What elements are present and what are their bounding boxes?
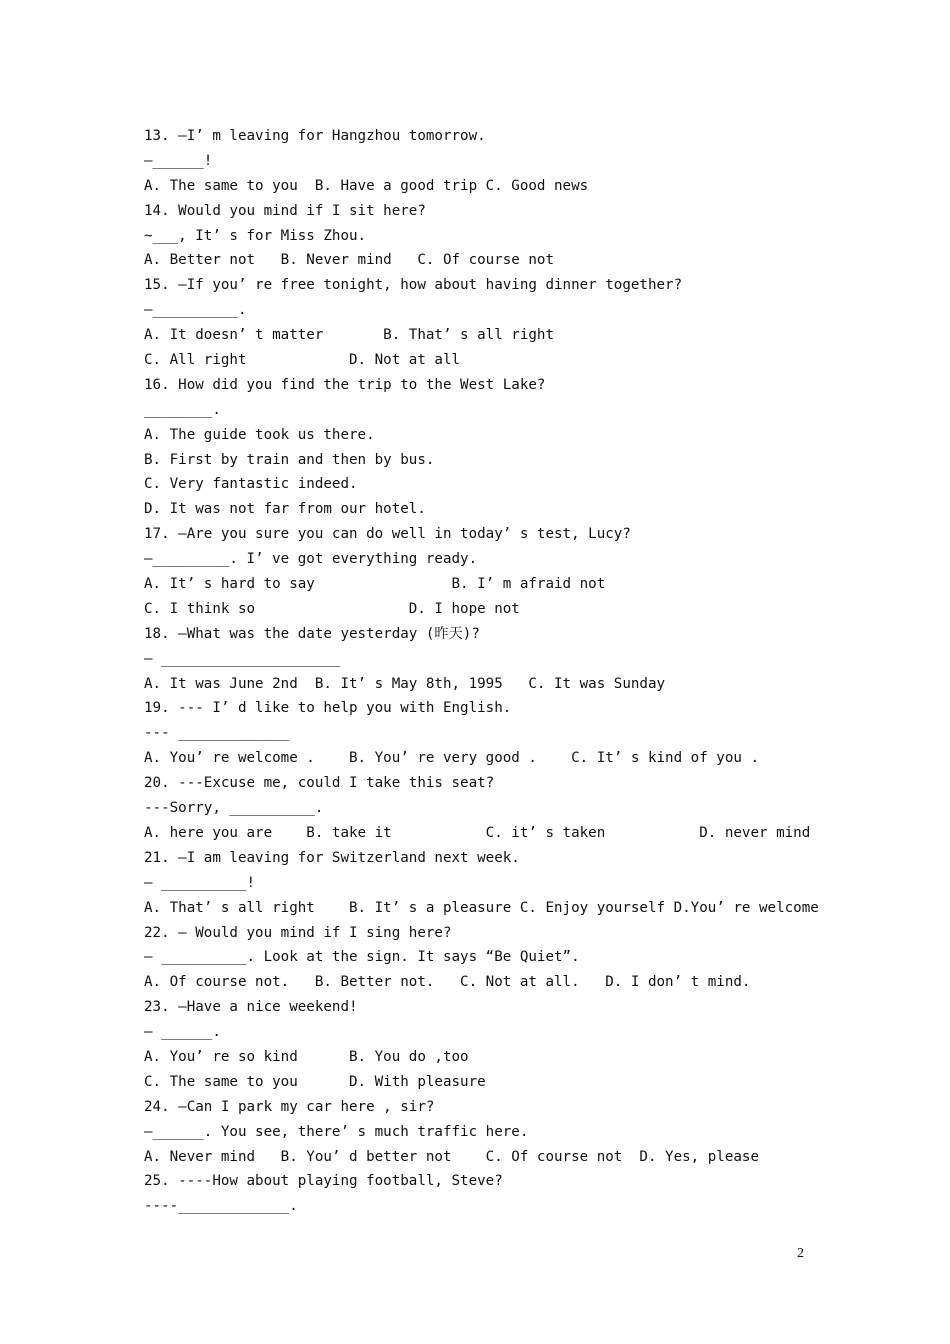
text-line: —______! xyxy=(144,152,213,169)
text-line: 22. — Would you mind if I sing here? xyxy=(144,924,452,941)
text-line: —_________. I’ ve got everything ready. xyxy=(144,551,478,568)
text-line: 21. —I am leaving for Switzerland next week. xyxy=(144,849,520,866)
text-line: C. Very fantastic indeed. xyxy=(144,476,358,493)
text-line: 16. How did you find the trip to the West Lake? xyxy=(144,376,546,393)
text-line: — ______. xyxy=(144,1024,221,1041)
text-line: 25. ----How about playing football, Steve? xyxy=(144,1173,503,1190)
text-line: — __________! xyxy=(144,874,256,891)
text-line: A. It was June 2nd B. It’ s May 8th, 1995 C. It was Sunday xyxy=(144,675,666,692)
text-line: 19. --- I’ d like to help you with English. xyxy=(144,700,512,717)
text-line: A. That’ s all right B. It’ s a pleasure C. Enjoy yourself D.You’ re welcome xyxy=(144,899,819,916)
text-line: — _____________________ xyxy=(144,650,341,667)
text-line: 20. ---Excuse me, could I take this seat? xyxy=(144,775,495,792)
text-line: ~___, It’ s for Miss Zhou. xyxy=(144,227,367,244)
text-line: B. First by train and then by bus. xyxy=(144,451,435,468)
text-line: D. It was not far from our hotel. xyxy=(144,501,426,518)
text-line: —__________. xyxy=(144,302,247,319)
text-line: 14. Would you mind if I sit here? xyxy=(144,202,426,219)
text-line: 17. —Are you sure you can do well in today’ s test, Lucy? xyxy=(144,526,631,543)
text-line: A. It’ s hard to say B. I’ m afraid not xyxy=(144,576,606,593)
text-line: C. The same to you D. With pleasure xyxy=(144,1073,486,1090)
text-line: A. Better not B. Never mind C. Of course not xyxy=(144,252,554,269)
text-line: A. It doesn’ t matter B. That’ s all right xyxy=(144,327,554,344)
text-line: C. All right D. Not at all xyxy=(144,352,461,369)
text-line: 15. —If you’ re free tonight, how about having dinner together? xyxy=(144,277,683,294)
text-line: — __________. Look at the sign. It says “Be Quiet”. xyxy=(144,949,580,966)
text-line: C. I think so D. I hope not xyxy=(144,600,520,617)
text-line: A. You’ re welcome . B. You’ re very good . C. It’ s kind of you . xyxy=(144,750,759,767)
text-line: ---Sorry, __________. xyxy=(144,800,324,817)
text-line: 23. —Have a nice weekend! xyxy=(144,999,358,1016)
text-line: A. Of course not. B. Better not. C. Not at all. D. I don’ t mind. xyxy=(144,974,751,991)
text-line: ----_____________. xyxy=(144,1198,298,1215)
text-line: 24. —Can I park my car here , sir? xyxy=(144,1098,435,1115)
text-line: A. The guide took us there. xyxy=(144,426,375,443)
text-line: —______. You see, there’ s much traffic here. xyxy=(144,1123,529,1140)
text-line: --- _____________ xyxy=(144,725,290,742)
text-line: A. Never mind B. You’ d better not C. Of course not D. Yes, please xyxy=(144,1148,759,1165)
question-lines xyxy=(144,124,824,1219)
text-line: A. The same to you B. Have a good trip C. Good news xyxy=(144,177,589,194)
text-line: A. here you are B. take it C. it’ s taken D. never mind xyxy=(144,824,811,841)
text-line: A. You’ re so kind B. You do ,too xyxy=(144,1048,469,1065)
text-line: 13. —I’ m leaving for Hangzhou tomorrow. xyxy=(144,128,486,144)
text-line: 18. —What was the date yesterday (昨天)? xyxy=(144,625,480,642)
text-line: ________. xyxy=(144,401,221,418)
page-number: 2 xyxy=(797,1246,804,1261)
